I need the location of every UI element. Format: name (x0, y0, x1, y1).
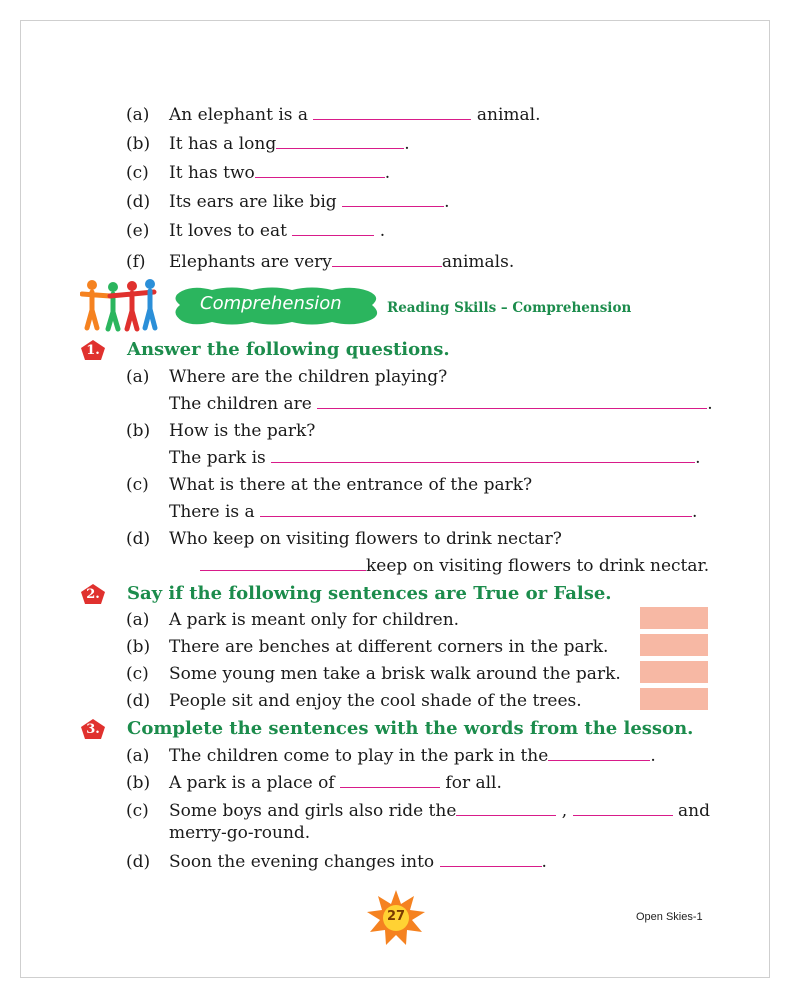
blank-line[interactable] (342, 191, 444, 207)
page-number: 27 (386, 909, 406, 924)
item-label: (c) (126, 163, 149, 183)
question-text: How is the park? (169, 421, 316, 441)
answer-suffix: . (695, 448, 701, 468)
item-label: (f) (126, 252, 146, 272)
item-text: The children come to play in the park in the (169, 746, 549, 766)
item-label: (c) (126, 475, 149, 495)
item-text-end: for all. (445, 773, 502, 793)
blank-line[interactable] (276, 133, 404, 149)
answer-suffix: keep on visiting flowers to drink nectar. (366, 556, 710, 576)
blank-line[interactable] (313, 104, 471, 120)
section-banner-title: Comprehension (200, 293, 342, 314)
item-text: It has a long (169, 134, 277, 154)
item-text-end: . (444, 192, 450, 212)
answer-prefix: There is a (169, 502, 255, 522)
blank-line[interactable] (292, 220, 374, 236)
answer-suffix: . (692, 502, 698, 522)
book-title: Open Skies-1 (636, 911, 703, 923)
list-item (169, 220, 385, 242)
question-number: 1. (86, 343, 100, 358)
statement-text: Some young men take a brisk walk around the park. (169, 664, 621, 684)
blank-line[interactable] (255, 162, 385, 178)
blank-line[interactable] (573, 800, 673, 816)
question-heading: Answer the following questions. (127, 339, 450, 360)
item-label: (b) (126, 421, 151, 441)
list-item (169, 851, 547, 873)
item-label: (d) (126, 192, 151, 212)
true-false-answer-box[interactable] (640, 688, 708, 710)
item-text-end: animal. (476, 105, 541, 125)
item-text: It has two (169, 163, 255, 183)
item-text: Its ears are like big (169, 192, 337, 212)
answer-prefix: The park is (169, 448, 266, 468)
true-false-answer-box[interactable] (640, 607, 708, 629)
blank-line[interactable] (548, 745, 650, 761)
list-item (169, 191, 450, 213)
list-item (169, 251, 514, 273)
list-item-continuation: merry-go-round. (169, 823, 311, 843)
true-false-answer-box[interactable] (640, 661, 708, 683)
item-text: Soon the evening changes into (169, 852, 435, 872)
item-label: (a) (126, 105, 150, 125)
item-text-end: . (541, 852, 547, 872)
list-item (169, 800, 710, 822)
item-label: (c) (126, 801, 149, 821)
item-label: (b) (126, 134, 151, 154)
item-label: (d) (126, 529, 151, 549)
item-text-end: animals. (441, 252, 515, 272)
item-text: An elephant is a (169, 105, 309, 125)
item-label: (b) (126, 637, 151, 657)
answer-line (169, 501, 697, 523)
question-heading: Complete the sentences with the words from the lesson. (127, 718, 694, 739)
answer-line (200, 555, 709, 577)
list-item (169, 162, 390, 184)
children-group-icon (80, 276, 162, 332)
item-label: (a) (126, 746, 150, 766)
item-text: It loves to eat (169, 221, 287, 241)
item-label: (a) (126, 367, 150, 387)
blank-line[interactable] (332, 251, 442, 267)
blank-line[interactable] (340, 772, 440, 788)
list-item (169, 133, 410, 155)
statement-text: A park is meant only for children. (169, 610, 460, 630)
answer-blank[interactable] (200, 555, 366, 571)
item-text-comma: , (561, 801, 568, 821)
question-number: 3. (86, 722, 100, 737)
item-text-end: . (379, 221, 386, 241)
answer-prefix: The children are (169, 394, 312, 414)
item-label: (d) (126, 691, 151, 711)
item-label: (c) (126, 664, 149, 684)
statement-text: People sit and enjoy the cool shade of the trees. (169, 691, 582, 711)
item-text-end: . (650, 746, 656, 766)
item-text-end: and (678, 801, 710, 821)
list-item (169, 104, 540, 126)
item-text: A park is a place of (169, 773, 335, 793)
question-text: Where are the children playing? (169, 367, 448, 387)
list-item (169, 745, 656, 767)
question-number: 2. (86, 587, 100, 602)
answer-line (169, 393, 713, 415)
item-label: (b) (126, 773, 151, 793)
item-text-end: . (384, 163, 391, 183)
question-heading: Say if the following sentences are True or False. (127, 583, 612, 604)
question-text: What is there at the entrance of the park? (169, 475, 533, 495)
statement-text: There are benches at different corners in the park. (169, 637, 609, 657)
list-item (169, 772, 502, 794)
item-text: Some boys and girls also ride the (169, 801, 457, 821)
item-text: Elephants are very (169, 252, 332, 272)
item-text-end: . (404, 134, 410, 154)
item-label: (a) (126, 610, 150, 630)
answer-suffix: . (707, 394, 713, 414)
blank-line[interactable] (456, 800, 556, 816)
answer-blank[interactable] (260, 501, 692, 517)
answer-blank[interactable] (317, 393, 707, 409)
section-subtitle: Reading Skills – Comprehension (387, 300, 632, 316)
true-false-answer-box[interactable] (640, 634, 708, 656)
answer-blank[interactable] (271, 447, 695, 463)
item-label: (e) (126, 221, 150, 241)
item-label: (d) (126, 852, 151, 872)
answer-line (169, 447, 701, 469)
blank-line[interactable] (440, 851, 542, 867)
question-text: Who keep on visiting flowers to drink nectar? (169, 529, 562, 549)
